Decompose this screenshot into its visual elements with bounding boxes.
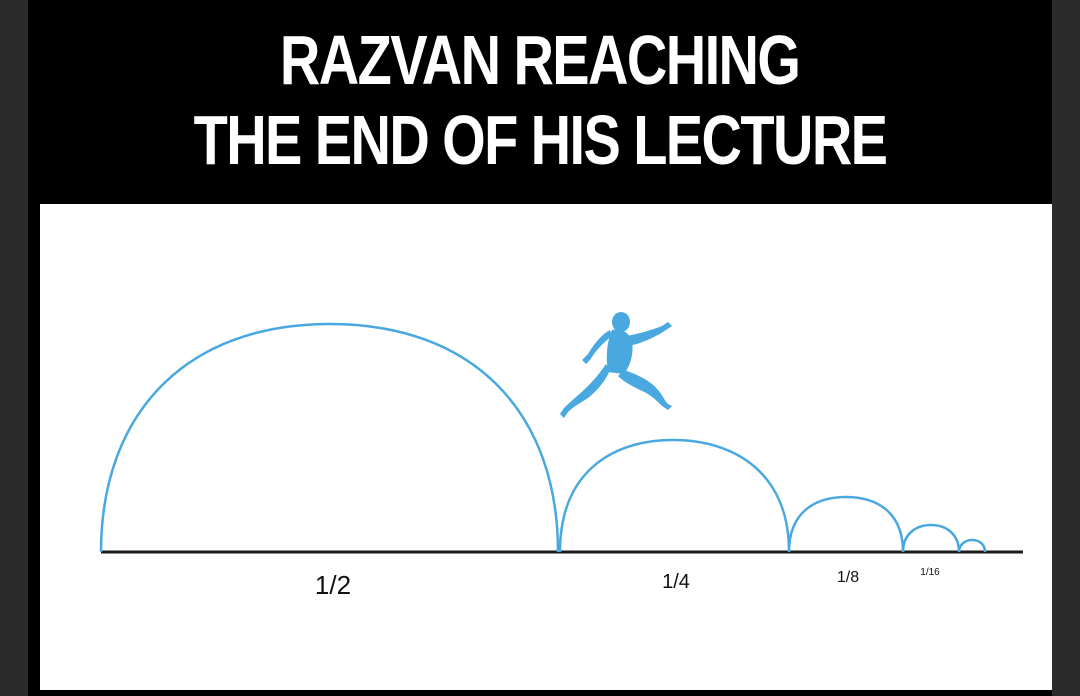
label-one-eighth: 1/8: [836, 569, 860, 586]
arc-quarter: [560, 440, 789, 552]
diagram-image: [40, 204, 1052, 690]
arc-sixteenth: [903, 525, 959, 552]
caption-line-2: THE END OF HIS LECTURE: [193, 101, 887, 179]
arc-half: [101, 324, 558, 552]
label-one-half: 1/2: [314, 570, 352, 600]
caption-line-1: RAZVAN REACHING: [280, 21, 800, 99]
meme-panel: [28, 0, 1052, 696]
arc-thirty-second: [959, 540, 985, 552]
running-man-icon: [560, 312, 672, 418]
meme-caption: [28, 0, 1052, 200]
arc-eighth: [789, 497, 903, 552]
label-one-sixteenth: 1/16: [920, 567, 940, 578]
zeno-arcs-diagram: [40, 204, 1052, 690]
label-one-quarter: 1/4: [662, 571, 690, 593]
